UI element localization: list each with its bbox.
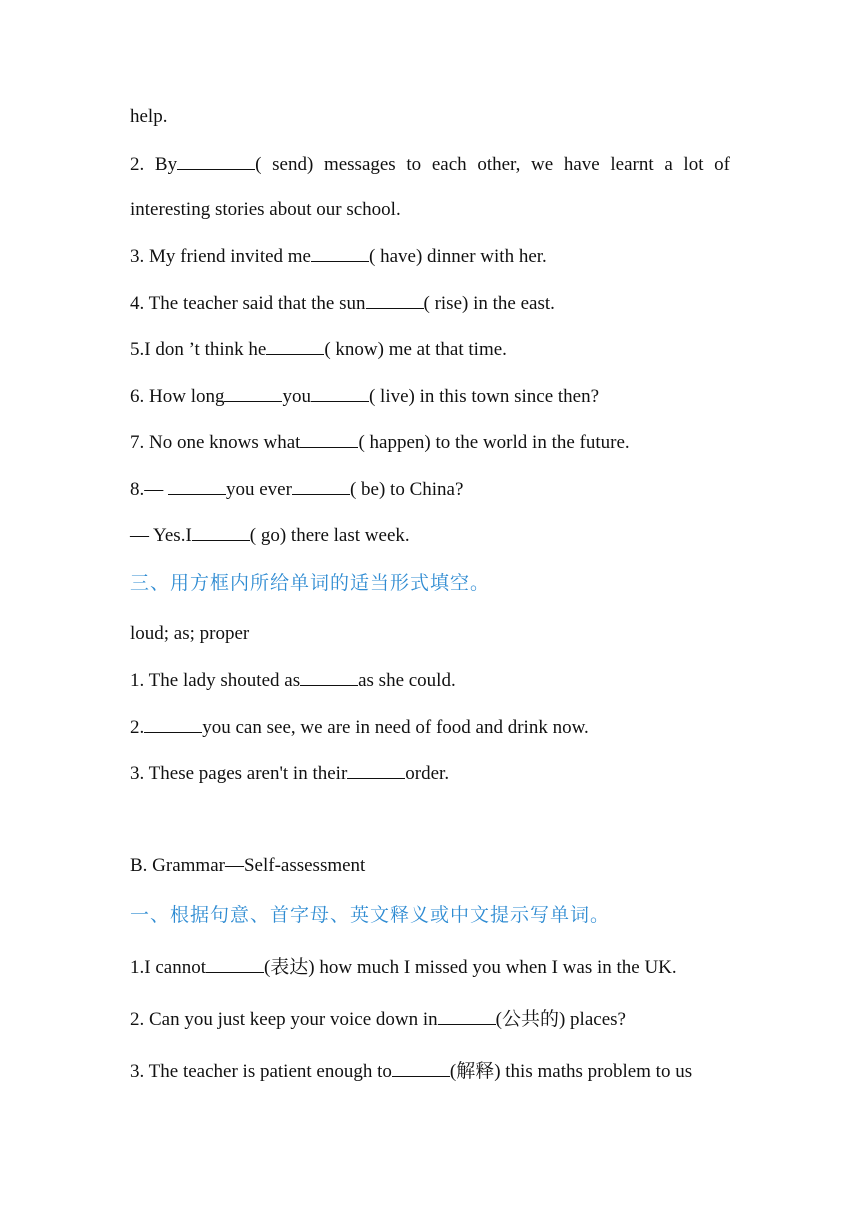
- question-5: 5.I don ’t think he ( know) me at that time.: [130, 336, 730, 363]
- answer-blank[interactable]: [438, 1006, 496, 1025]
- word-box: loud; as; proper: [130, 623, 250, 644]
- answer-blank[interactable]: [300, 429, 358, 448]
- answer-blank[interactable]: [224, 383, 282, 402]
- answer-blank[interactable]: [347, 760, 405, 779]
- question-3: 3. My friend invited me ( have) dinner with her.: [130, 243, 730, 270]
- section-heading: 一、根据句意、首字母、英文释义或中文提示写单词。: [130, 904, 611, 926]
- answer-blank[interactable]: [311, 243, 369, 262]
- question-4: 4. The teacher said that the sun ( rise) in the east.: [130, 290, 730, 317]
- answer-blank[interactable]: [300, 667, 358, 686]
- answer-blank[interactable]: [292, 476, 350, 495]
- question-2: 2. By ( send) messages to each other, we have learnt a lot of: [130, 151, 730, 178]
- answer-blank[interactable]: [366, 290, 424, 309]
- part-b-question-2: 2. Can you just keep your voice down in (公共的) places?: [130, 1006, 730, 1033]
- answer-blank[interactable]: [392, 1058, 450, 1077]
- answer-blank[interactable]: [144, 714, 202, 733]
- question-2-continued: interesting stories about our school.: [130, 199, 401, 220]
- answer-blank[interactable]: [266, 336, 324, 355]
- answer-blank[interactable]: [311, 383, 369, 402]
- section3-question-1: 1. The lady shouted as as she could.: [130, 667, 730, 694]
- section3-question-2: 2. you can see, we are in need of food and drink now.: [130, 714, 730, 741]
- answer-blank[interactable]: [177, 151, 255, 170]
- section-heading: 三、用方框内所给单词的适当形式填空。: [130, 572, 491, 594]
- answer-blank[interactable]: [168, 476, 226, 495]
- answer-blank[interactable]: [206, 954, 264, 973]
- answer-blank[interactable]: [192, 522, 250, 541]
- question-7: 7. No one knows what ( happen) to the world in the future.: [130, 429, 730, 456]
- question-8: 8.— you ever ( be) to China?: [130, 476, 730, 503]
- section3-question-3: 3. These pages aren't in their order.: [130, 760, 730, 787]
- text-line: help.: [130, 106, 168, 127]
- part-b-question-1: 1.I cannot (表达) how much I missed you when I was in the UK.: [130, 954, 730, 981]
- part-title: B. Grammar—Self-assessment: [130, 855, 366, 876]
- part-b-question-3: 3. The teacher is patient enough to (解释) this maths problem to us: [130, 1058, 730, 1085]
- question-6: 6. How long you ( live) in this town since then?: [130, 383, 730, 410]
- question-8-reply: — Yes.I ( go) there last week.: [130, 522, 730, 549]
